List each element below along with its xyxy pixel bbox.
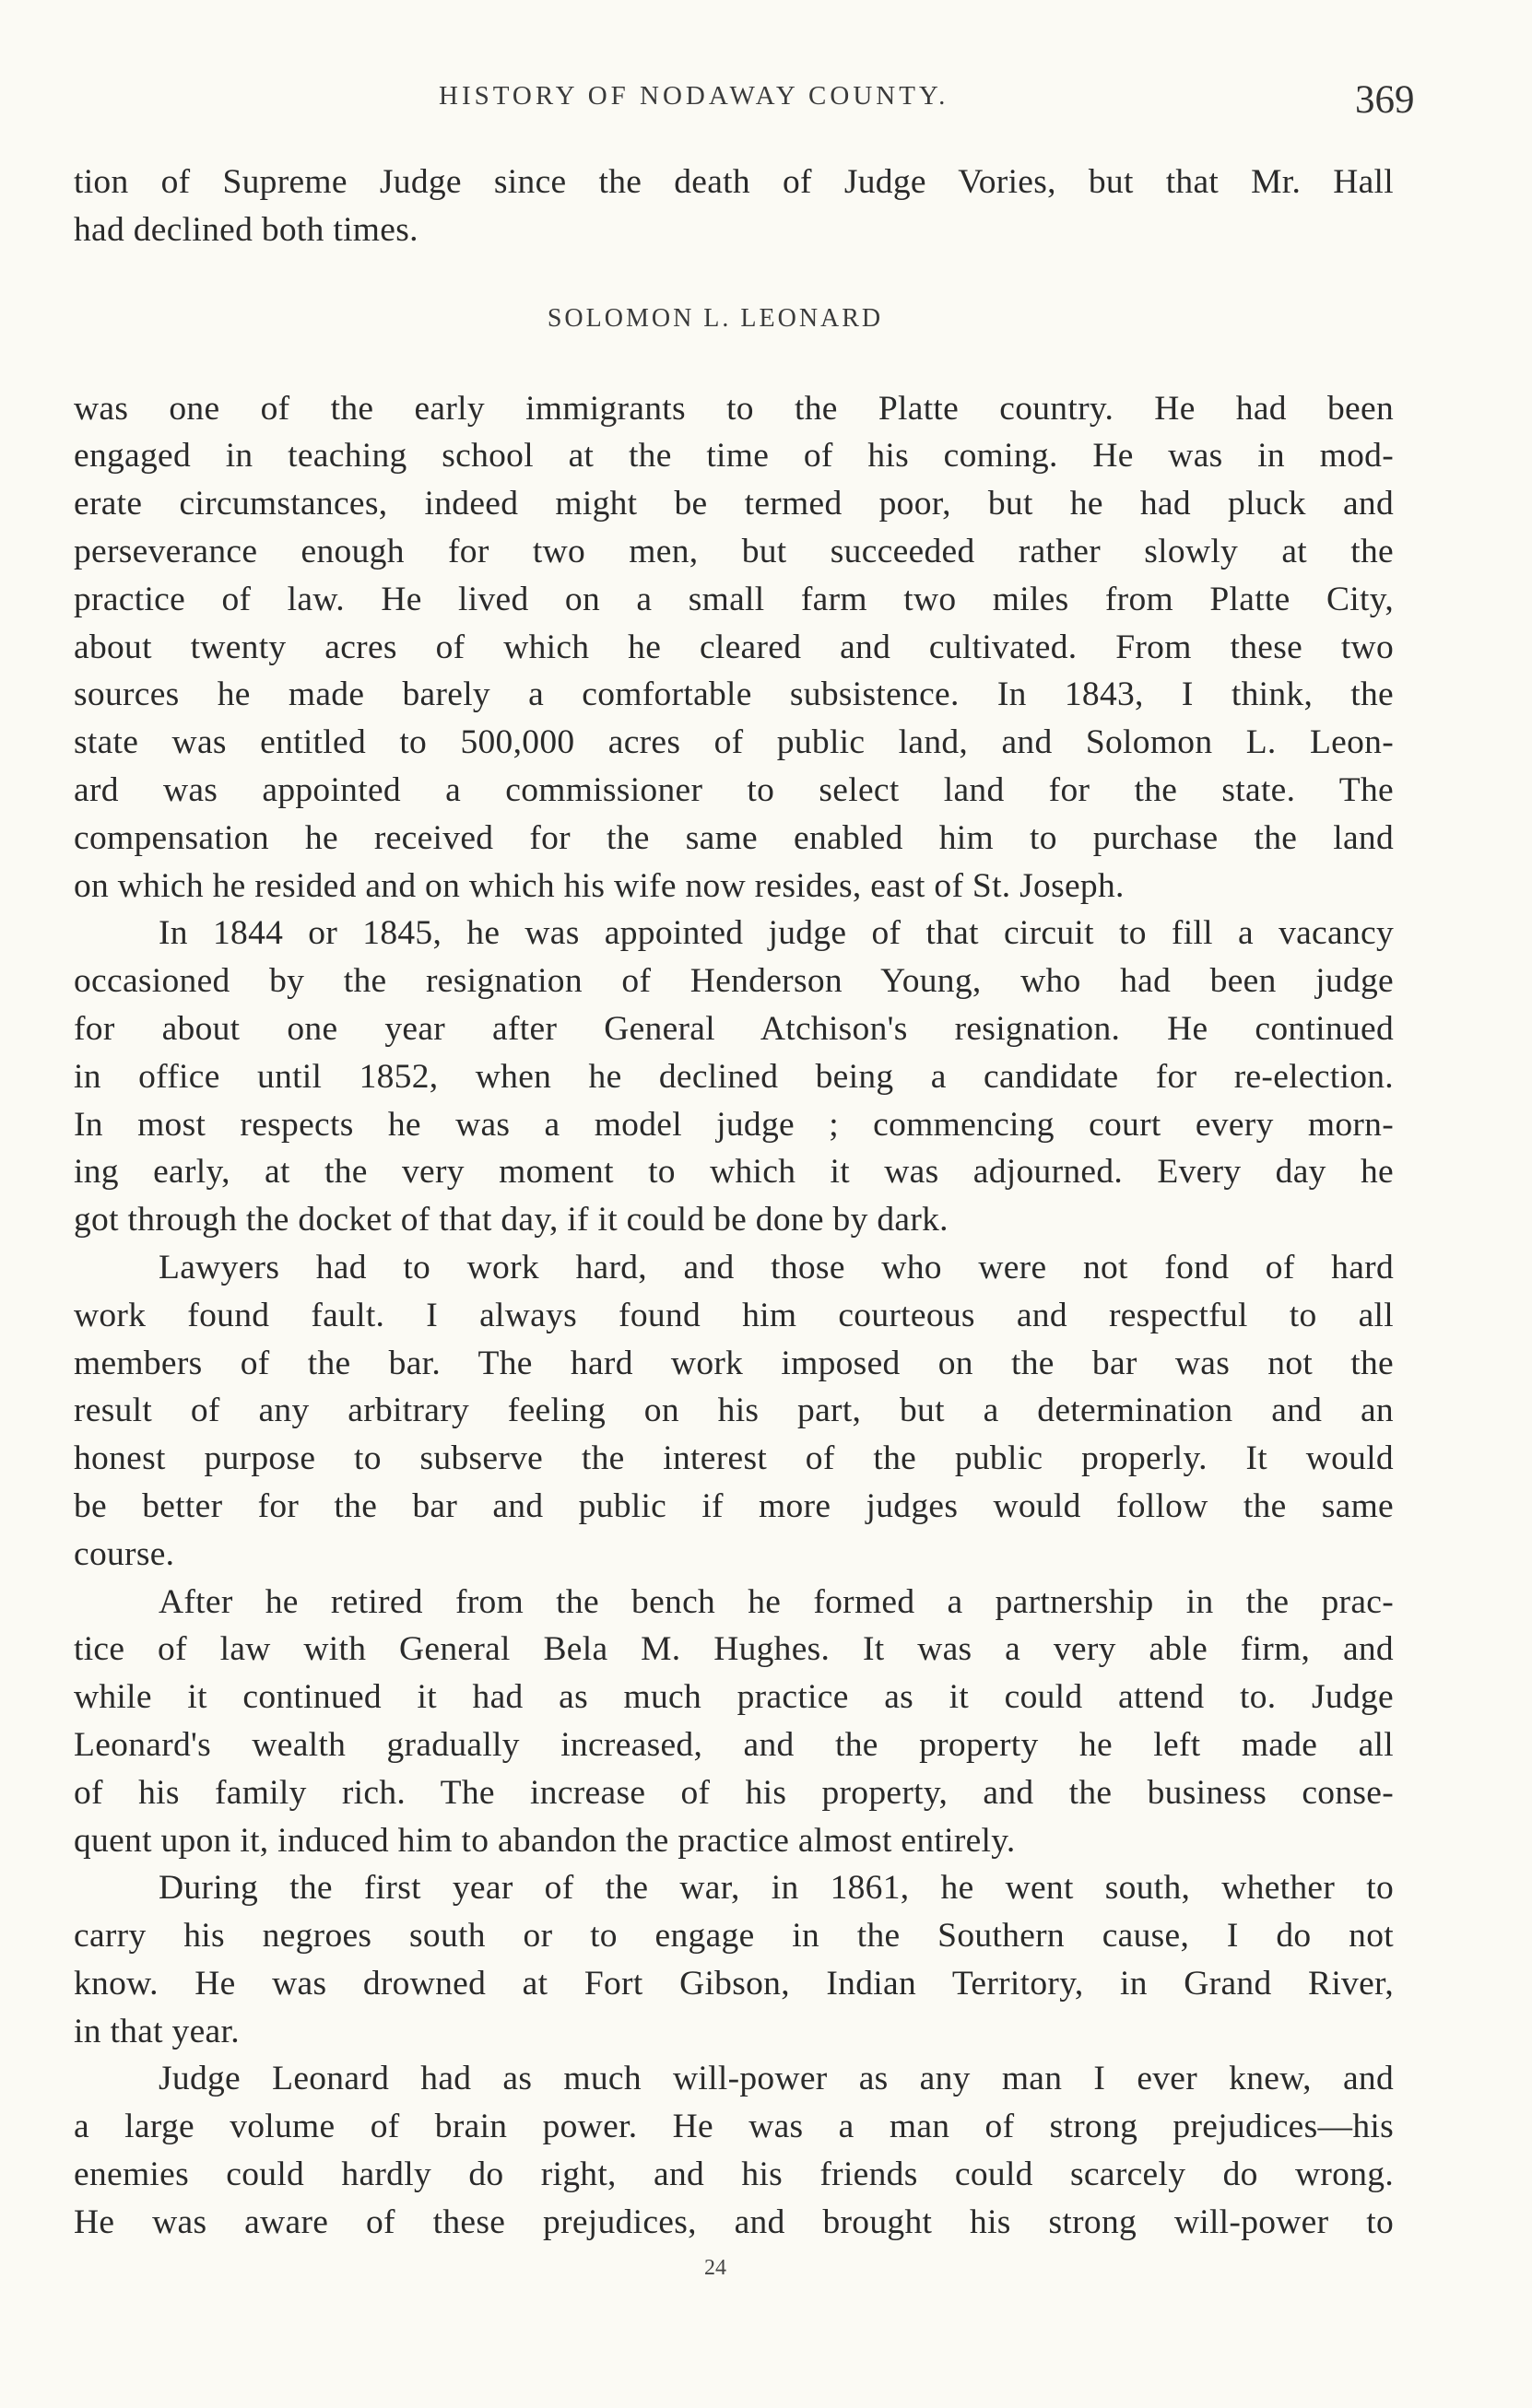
text-line: state was entitled to 500,000 acres of public land, and Solomon L. Leon- xyxy=(74,723,1394,762)
text-line: After he retired from the bench he formed a partnership in the prac- xyxy=(159,1582,1394,1621)
section-heading: SOLOMON L. LEONARD xyxy=(547,303,884,333)
text-line: He was aware of these prejudices, and brought his strong will-power to xyxy=(74,2202,1394,2241)
text-line: know. He was drowned at Fort Gibson, Indian Territory, in Grand River, xyxy=(74,1964,1394,2003)
text-line: on which he resided and on which his wife now resides, east of St. Joseph. xyxy=(74,866,1125,905)
text-line: In most respects he was a model judge ; commencing court every morn- xyxy=(74,1105,1394,1144)
text-line: ing early, at the very moment to which it was adjourned. Every day he xyxy=(74,1153,1394,1192)
text-line: for about one year after General Atchison's resignation. He continued xyxy=(74,1009,1394,1048)
text-line: practice of law. He lived on a small farm two miles from Platte City, xyxy=(74,580,1394,618)
body-text xyxy=(74,159,1394,2247)
text-line: members of the bar. The hard work imposed on the bar was not the xyxy=(74,1344,1394,1382)
text-line: quent upon it, induced him to abandon the practice almost entirely. xyxy=(74,1821,1016,1860)
text-line: erate circumstances, indeed might be termed poor, but he had pluck and xyxy=(74,485,1394,523)
paragraph xyxy=(74,1244,1394,1579)
text-line: Leonard's wealth gradually increased, and the property he left made all xyxy=(74,1725,1394,1764)
text-line: sources he made barely a comfortable subsistence. In 1843, I think, the xyxy=(74,675,1394,714)
text-line: while it continued it had as much practice as it could attend to. Judge xyxy=(74,1678,1394,1717)
text-line: course. xyxy=(74,1534,175,1573)
text-line: got through the docket of that day, if it could be done by dark. xyxy=(74,1201,949,1239)
text-line: was one of the early immigrants to the Platte country. He had been xyxy=(74,389,1394,428)
paragraph xyxy=(74,1864,1394,2055)
text-line: During the first year of the war, in 1861, he went south, whether to xyxy=(159,1869,1394,1908)
text-line: about twenty acres of which he cleared and cultivated. From these two xyxy=(74,628,1394,666)
text-line: of his family rich. The increase of his property, and the business conse- xyxy=(74,1773,1394,1812)
text-line: Judge Leonard had as much will-power as any man I ever knew, and xyxy=(159,2060,1394,2098)
text-line: engaged in teaching school at the time of his coming. He was in mod- xyxy=(74,437,1394,476)
text-line: Lawyers had to work hard, and those who were not fond of hard xyxy=(159,1248,1394,1286)
paragraph xyxy=(74,1579,1394,1865)
text-line: work found fault. I always found him courteous and respectful to all xyxy=(74,1296,1394,1334)
text-line: a large volume of brain power. He was a man of strong prejudices—his xyxy=(74,2108,1394,2146)
signature-mark: 24 xyxy=(704,2256,726,2280)
running-head xyxy=(0,77,1532,133)
text-line: in that year. xyxy=(74,2012,240,2050)
text-line: occasioned by the resignation of Henderson Young, who had been judge xyxy=(74,962,1394,1001)
text-line: enemies could hardly do right, and his friends could scarcely do wrong. xyxy=(74,2155,1394,2194)
text-line: be better for the bar and public if more judges would follow the same xyxy=(74,1486,1394,1525)
text-line: had declined both times. xyxy=(74,210,418,249)
text-line: result of any arbitrary feeling on his part, but a determination and an xyxy=(74,1392,1394,1430)
text-line: tion of Supreme Judge since the death of Judge Vories, but that Mr. Hall xyxy=(74,163,1394,201)
text-line: perseverance enough for two men, but succeeded rather slowly at the xyxy=(74,532,1394,570)
paragraph xyxy=(74,910,1394,1244)
text-line: compensation he received for the same enabled him to purchase the land xyxy=(74,818,1394,857)
paragraph xyxy=(74,385,1394,910)
text-line: In 1844 or 1845, he was appointed judge of that circuit to fill a vacancy xyxy=(159,914,1394,953)
text-line: honest purpose to subserve the interest of the public properly. It would xyxy=(74,1439,1394,1478)
running-title: HISTORY OF NODAWAY COUNTY. xyxy=(439,81,949,111)
page-number: 369 xyxy=(1355,78,1415,122)
text-line: ard was appointed a commissioner to select land for the state. The xyxy=(74,770,1394,809)
text-line: carry his negroes south or to engage in the Southern cause, I do not xyxy=(74,1917,1394,1956)
text-line: tice of law with General Bela M. Hughes. It was a very able firm, and xyxy=(74,1630,1394,1669)
text-line: in office until 1852, when he declined being a candidate for re-election. xyxy=(74,1057,1394,1096)
paragraph xyxy=(74,2055,1394,2246)
